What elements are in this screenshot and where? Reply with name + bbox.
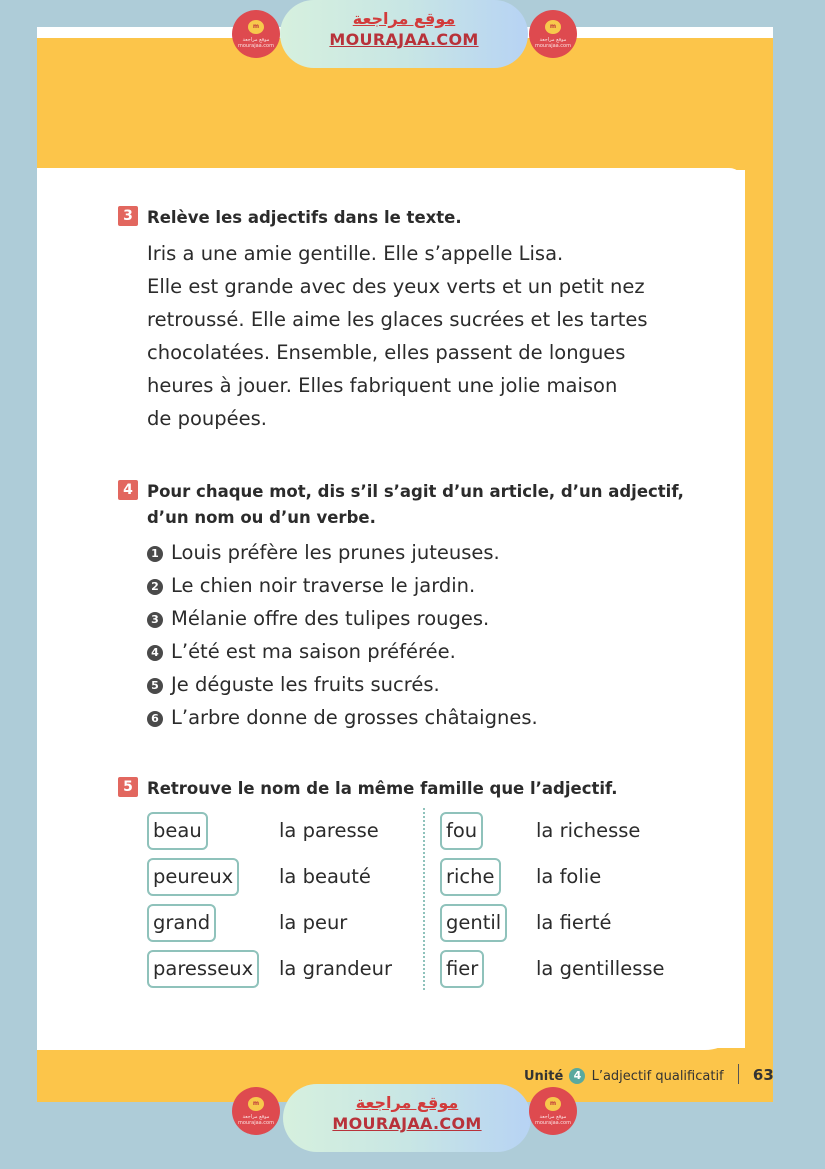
item-text: L’arbre donne de grosses châtaignes. [171,706,538,729]
list-item [147,540,500,566]
text-line: chocolatées. Ensemble, elles passent de longues [147,341,626,364]
adjective-box-gentil[interactable]: gentil [440,904,507,942]
text-line: Elle est grande avec des yeux verts et un petit nez [147,275,645,298]
adjective-box-fou[interactable]: fou [440,812,483,850]
logo-text: موقع مراجعة mourajaa.com [534,37,571,49]
watermark-latin: MOURAJAA.COM [329,30,479,49]
adjective-box-peureux[interactable]: peureux [147,858,239,896]
logo-badge-icon: m [545,1097,561,1111]
exercise-number: 3 [118,206,138,226]
noun-option[interactable]: la grandeur [279,957,393,980]
watermark-latin: MOURAJAA.COM [332,1114,482,1133]
logo-badge-icon: m [545,20,561,34]
page-footer [524,1062,774,1088]
exercise-number: 4 [118,480,138,500]
number-bullet-icon: 3 [147,612,163,628]
exercise-title-line-1: Pour chaque mot, dis s’il s’agit d’un article, d’un adjectif, [147,482,684,501]
watermark-banner-top[interactable] [280,0,528,68]
noun-option[interactable]: la peur [279,911,348,934]
list-item [147,672,440,698]
page-number: 63 [752,1066,774,1084]
logo-text: موقع مراجعة mourajaa.com [237,37,274,49]
list-item [147,639,456,665]
text-line: de poupées. [147,407,267,430]
adjective-box-paresseux[interactable]: paresseux [147,950,259,988]
noun-option[interactable]: la richesse [536,819,641,842]
noun-option[interactable]: la fierté [536,911,612,934]
footer-separator [738,1064,739,1084]
exercise-title: Retrouve le nom de la même famille que l’adjectif. [147,779,618,798]
logo-text: موقع مراجعة mourajaa.com [237,1114,274,1126]
number-bullet-icon: 6 [147,711,163,727]
item-text: Le chien noir traverse le jardin. [171,574,476,597]
number-bullet-icon: 1 [147,546,163,562]
logo-badge-icon: m [248,1097,264,1111]
list-item [147,573,475,599]
text-line: Iris a une amie gentille. Elle s’appelle Lisa. [147,242,564,265]
logo-text: موقع مراجعة mourajaa.com [534,1114,571,1126]
number-bullet-icon: 5 [147,678,163,694]
exercise-title-line-2: d’un nom ou d’un verbe. [147,508,376,527]
list-item [147,606,489,632]
text-line: heures à jouer. Elles fabriquent une jolie maison [147,374,618,397]
unit-title: L’adjectif qualificatif [591,1069,724,1084]
noun-option[interactable]: la beauté [279,865,371,888]
watermark-arabic: موقع مراجعة [352,9,456,28]
watermark-banner-bottom[interactable] [283,1084,531,1152]
unit-label: Unité [524,1069,564,1084]
adjective-box-riche[interactable]: riche [440,858,501,896]
exercise-title: Relève les adjectifs dans le texte. [147,208,462,227]
adjective-box-grand[interactable]: grand [147,904,216,942]
watermark-logo-right-bottom [529,1087,577,1135]
adjective-box-beau[interactable]: beau [147,812,208,850]
yellow-right-band [745,38,773,1102]
number-bullet-icon: 2 [147,579,163,595]
watermark-logo-left-top [232,10,280,58]
list-item [147,705,538,731]
adjective-box-fier[interactable]: fier [440,950,484,988]
watermark-logo-left-bottom [232,1087,280,1135]
item-text: Je déguste les fruits sucrés. [171,673,440,696]
noun-option[interactable]: la folie [536,865,602,888]
text-line: retroussé. Elle aime les glaces sucrées et les tartes [147,308,648,331]
item-text: Mélanie offre des tulipes rouges. [171,607,490,630]
number-bullet-icon: 4 [147,645,163,661]
column-divider [423,808,425,990]
watermark-logo-right-top [529,10,577,58]
unit-number-icon: 4 [569,1068,585,1084]
item-text: Louis préfère les prunes juteuses. [171,541,500,564]
item-text: L’été est ma saison préférée. [171,640,456,663]
exercise-number: 5 [118,777,138,797]
noun-option[interactable]: la gentillesse [536,957,665,980]
watermark-arabic: موقع مراجعة [355,1093,459,1112]
logo-badge-icon: m [248,20,264,34]
noun-option[interactable]: la paresse [279,819,379,842]
